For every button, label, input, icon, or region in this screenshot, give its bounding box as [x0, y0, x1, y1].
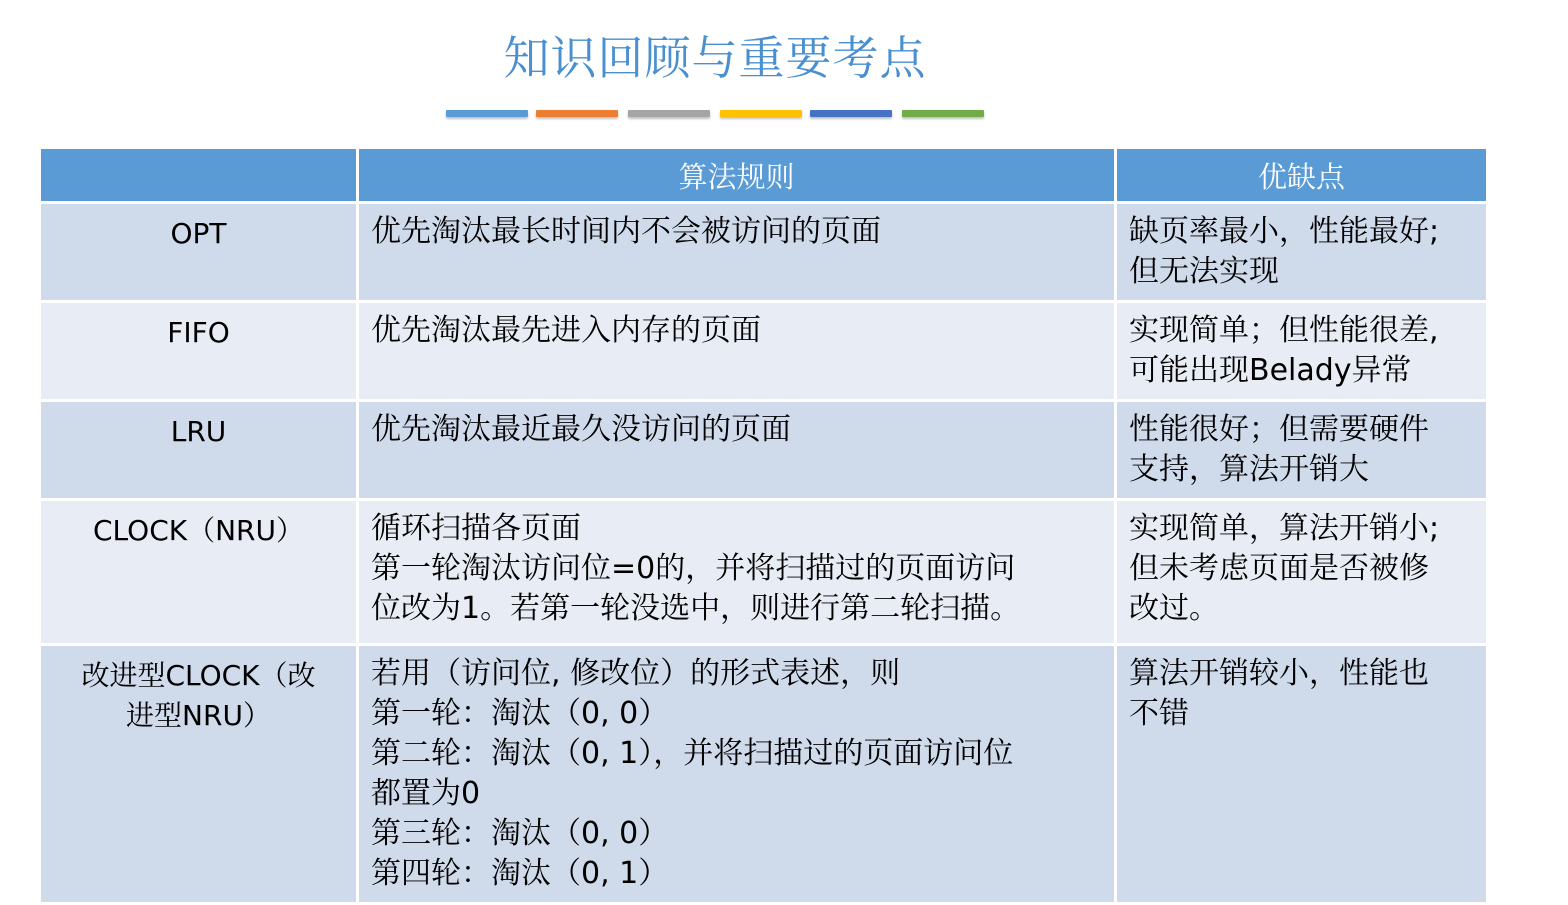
table-row	[40, 500, 1488, 645]
algorithm-rule-cell	[358, 645, 1116, 904]
pros-cons-cell	[1116, 401, 1488, 500]
algorithm-name-cell	[40, 401, 358, 500]
cell-text-line: 位改为1。若第一轮没选中，则进行第二轮扫描。	[371, 591, 1021, 626]
table-row	[40, 401, 1488, 500]
cell-text-line: 但无法实现	[1129, 254, 1279, 289]
cell-text-line: 优先淘汰最长时间内不会被访问的页面	[371, 214, 881, 249]
pros-cons-cell	[1116, 645, 1488, 904]
algorithm-name-cell	[40, 500, 358, 645]
cell-text-line: 第三轮：淘汰（0, 0）	[371, 816, 669, 851]
pros-cons-cell	[1116, 500, 1488, 645]
page-title: 知识回顾与重要考点	[503, 31, 927, 85]
cell-text-line: OPT	[170, 217, 227, 250]
algorithm-rule-cell	[358, 203, 1116, 302]
cell-text-line: 缺页率最小，性能最好;	[1129, 214, 1440, 249]
cell-text-line: 但未考虑页面是否被修	[1129, 551, 1429, 586]
table-row	[40, 203, 1488, 302]
cell-text-line: 第一轮：淘汰（0, 0）	[371, 696, 669, 731]
cell-text-line: 改进型CLOCK（改	[81, 659, 316, 692]
cell-text-line: 进型NRU）	[126, 699, 271, 732]
algorithm-rule-cell	[358, 302, 1116, 401]
algorithm-name-cell	[40, 203, 358, 302]
cell-text-line: 性能很好；但需要硬件	[1129, 412, 1429, 447]
divider-segment-6	[902, 110, 984, 117]
cell-text-line: 优先淘汰最近最久没访问的页面	[371, 412, 791, 447]
cell-text-line: 实现简单；但性能很差,	[1129, 313, 1439, 348]
cell-text-line: 不错	[1129, 696, 1189, 731]
pros-cons-cell	[1116, 203, 1488, 302]
divider-segment-1	[446, 110, 528, 117]
header-algorithm	[40, 148, 358, 203]
cell-text-line: 都置为0	[371, 776, 481, 811]
table-header-row	[40, 148, 1488, 203]
cell-text-line: 第一轮淘汰访问位=0的，并将扫描过的页面访问	[371, 551, 1016, 586]
cell-text-line: 第四轮：淘汰（0, 1）	[371, 856, 669, 891]
divider-segment-5	[810, 110, 892, 117]
cell-text-line: 实现简单，算法开销小;	[1129, 511, 1440, 546]
divider-segment-2	[536, 110, 618, 117]
table-row	[40, 302, 1488, 401]
cell-text-line: 可能出现Belady异常	[1129, 353, 1412, 388]
cell-text-line: 改过。	[1129, 591, 1219, 626]
page-replacement-table	[38, 146, 1489, 905]
cell-text-line: CLOCK（NRU）	[93, 514, 304, 547]
header-pros-cons: 优缺点	[1116, 148, 1488, 203]
cell-text-line: 算法开销较小，性能也	[1129, 656, 1429, 691]
cell-text-line: 第二轮：淘汰（0, 1），并将扫描过的页面访问位	[371, 736, 1014, 771]
table-row	[40, 645, 1488, 904]
cell-text-line: FIFO	[167, 316, 230, 349]
algorithm-name-cell	[40, 302, 358, 401]
algorithm-rule-cell	[358, 500, 1116, 645]
pros-cons-cell	[1116, 302, 1488, 401]
cell-text-line: 若用（访问位, 修改位）的形式表述，则	[371, 656, 901, 691]
divider-segment-3	[628, 110, 710, 117]
header-rule: 算法规则	[358, 148, 1116, 203]
algorithm-name-cell	[40, 645, 358, 904]
divider-segment-4	[720, 110, 802, 117]
algorithm-rule-cell	[358, 401, 1116, 500]
cell-text-line: 支持，算法开销大	[1129, 452, 1369, 487]
cell-text-line: LRU	[170, 415, 227, 448]
cell-text-line: 循环扫描各页面	[371, 511, 581, 546]
cell-text-line: 优先淘汰最先进入内存的页面	[371, 313, 761, 348]
